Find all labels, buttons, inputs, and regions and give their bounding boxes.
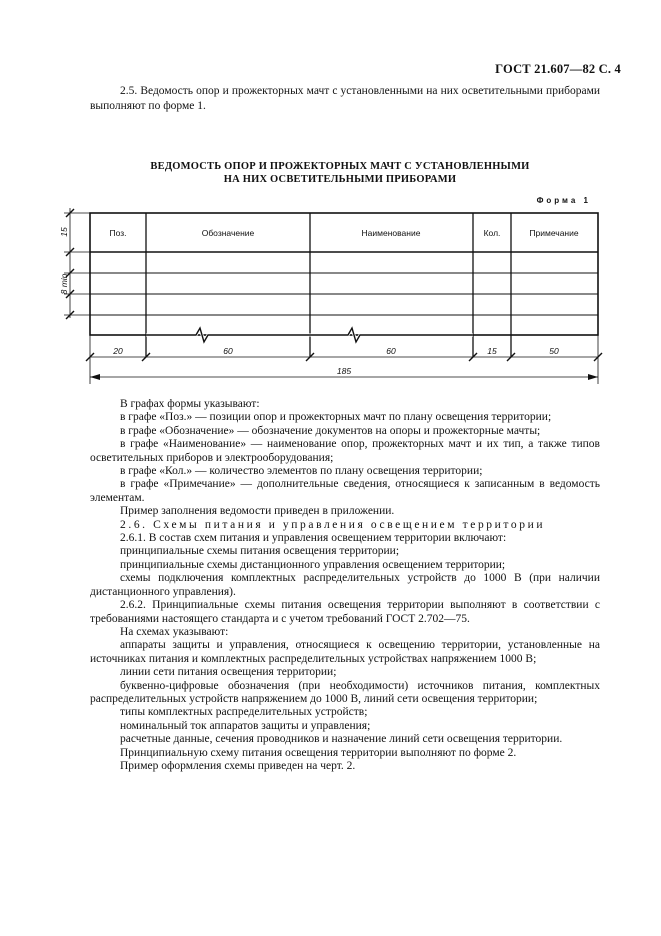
paragraph: аппараты защиты и управления, относящиеся к освещению территории, установленные на источниках питания и комплектных распределительных устройствах напряжением 1000 В;: [90, 639, 600, 665]
row-height-dimension: 8 min: [59, 273, 69, 295]
column-header-note: Примечание: [529, 228, 579, 238]
paragraph: Принципиальную схему питания освещения территории выполняют по форме 2.: [120, 746, 517, 759]
column-width-qty: 15: [487, 346, 497, 356]
paragraph: Пример заполнения ведомости приведен в приложении.: [120, 505, 395, 518]
total-width: 185: [336, 366, 352, 376]
paragraph: В графах формы указывают:: [120, 398, 260, 410]
column-width-note: 50: [549, 346, 559, 356]
paragraph: в графе «Наименование» — наименование опор, прожекторных мачт и их тип, а также типов осветительных приборов и электрооборудования;: [90, 438, 600, 464]
column-header-qty: Кол.: [483, 228, 501, 238]
paragraph: 2.6.1. В состав схем питания и управления освещением территории включают:: [120, 532, 507, 545]
column-header-designation: Обозначение: [201, 228, 255, 238]
section-heading: 2.6. Схемы питания и управления освещением территории: [120, 518, 546, 531]
paragraph: номинальный ток аппаратов защиты и управления;: [120, 719, 371, 732]
paragraph: расчетные данные, сечения проводников и назначение линий сети освещения территории.: [120, 733, 563, 746]
paragraph: принципиальные схемы питания освещения территории;: [120, 545, 400, 558]
paragraph: в графе «Примечание» — дополнительные сведения, относящиеся к записанным в ведомость элементам.: [90, 478, 600, 504]
column-header-name: Наименование: [361, 228, 421, 238]
paragraph: буквенно-цифровые обозначения (при необходимости) источников питания, комплектных распределительных устройств напряжением до 1000 В, линий сети освещения территории;: [90, 679, 600, 705]
paragraph: На схемах указывают:: [120, 625, 229, 638]
paragraph: принципиальные схемы дистанционного управления освещением территории;: [120, 558, 506, 571]
paragraph: в графе «Кол.» — количество элементов по плану освещения территории;: [120, 465, 483, 478]
form-label: Форма 1: [536, 196, 591, 205]
header-height-dimension: 15: [59, 227, 69, 237]
intro-text: 2.5. Ведомость опор и прожекторных мачт с установленными на них осветительными приборами выполняют по форме 1.: [90, 85, 600, 112]
paragraph: в графе «Поз.» — позиции опор и прожекторных мачт по плану освещения территории;: [120, 411, 552, 424]
form-break-mark-1: [146, 328, 310, 342]
table-title-line-2: НА НИХ ОСВЕТИТЕЛЬНЫМИ ПРИБОРАМИ: [223, 174, 457, 185]
body-text: [90, 398, 600, 773]
column-header-pos: Поз.: [109, 228, 127, 238]
column-width-pos: 20: [113, 346, 123, 356]
form-table-frame: [90, 213, 598, 335]
paragraph: типы комплектных распределительных устройств;: [120, 706, 368, 719]
form-break-mark-2: [310, 328, 473, 342]
paragraph: Пример оформления схемы приведен на черт. 2.: [120, 759, 356, 772]
paragraph: в графе «Обозначение» — обозначение документов на опоры и прожекторные мачты;: [120, 424, 541, 437]
column-width-name: 60: [386, 346, 396, 356]
paragraph: 2.6.2. Принципиальные схемы питания освещения территории выполняют в соответствии с требованиями настоящего стандарта и с учетом требований ГОСТ 2.702—75.: [90, 599, 600, 625]
column-width-designation: 60: [223, 346, 233, 356]
paragraph: линии сети питания освещения территории;: [120, 666, 337, 679]
page-header: ГОСТ 21.607—82 С. 4: [495, 62, 621, 76]
table-title-line-1: ВЕДОМОСТЬ ОПОР И ПРОЖЕКТОРНЫХ МАЧТ С УСТАНОВЛЕННЫМИ: [150, 161, 530, 172]
paragraph: схемы подключения комплектных распределительных устройств до 1000 В (при наличии дистанционного управления).: [90, 572, 600, 598]
